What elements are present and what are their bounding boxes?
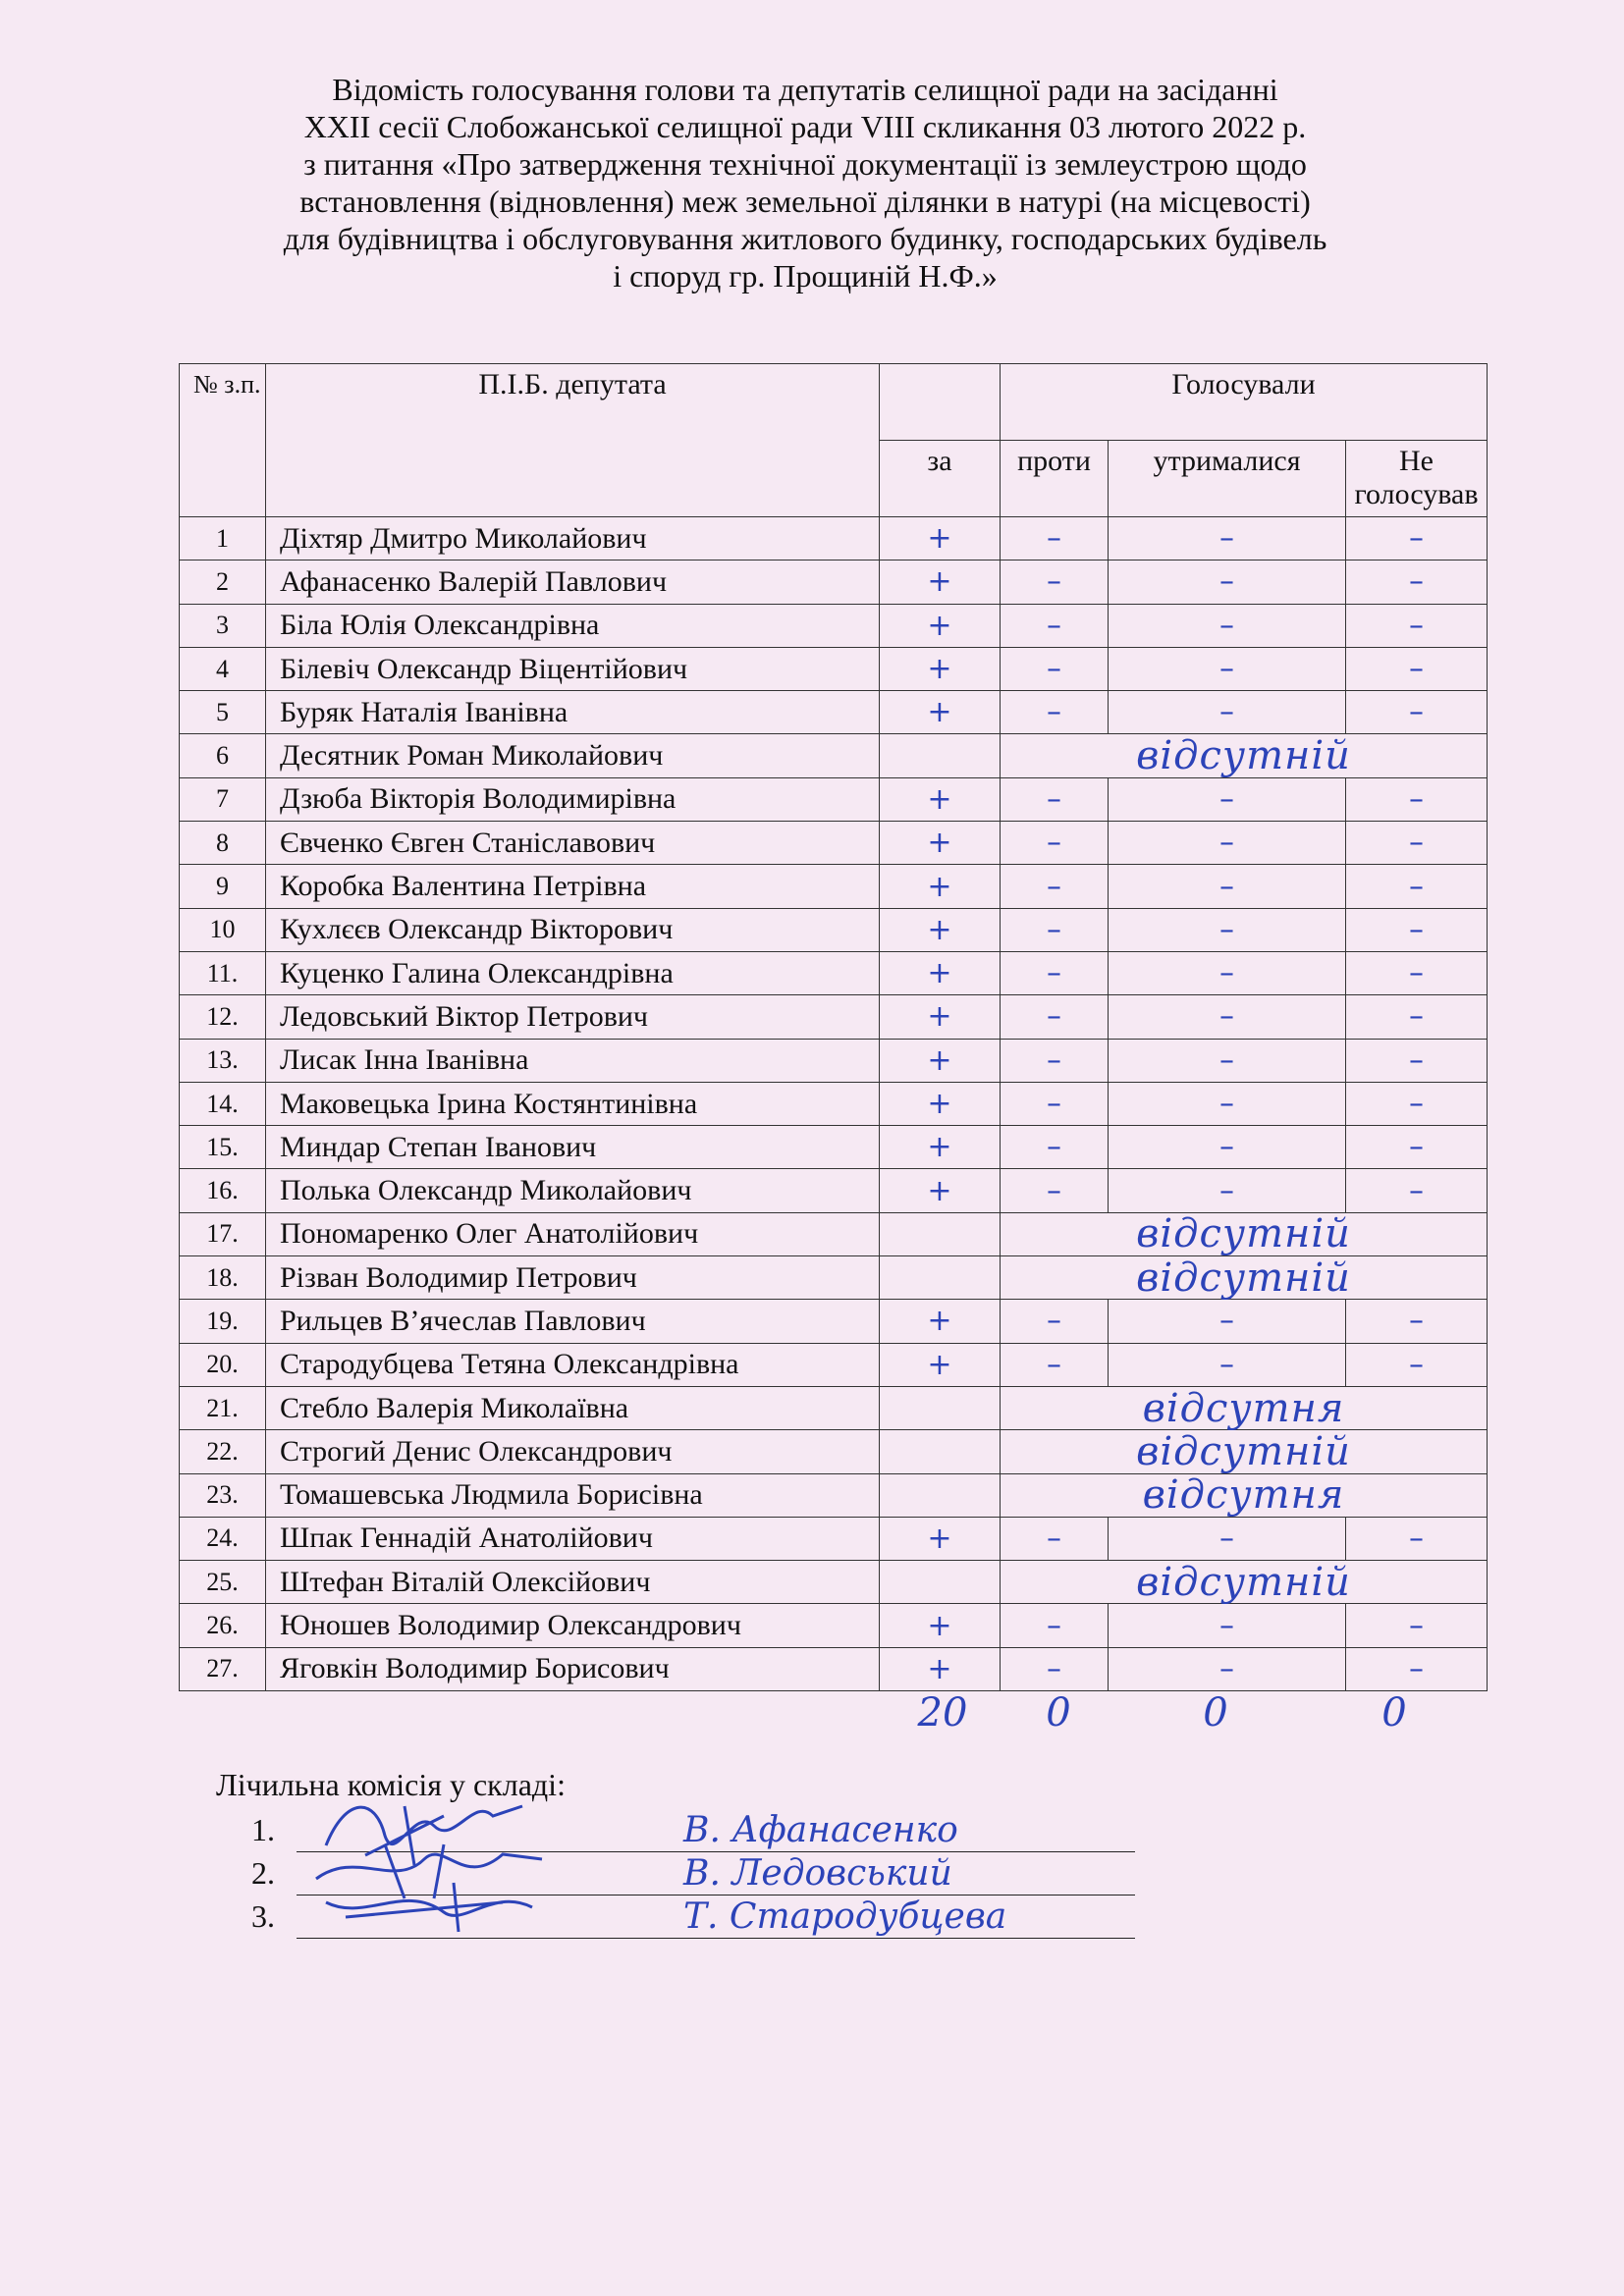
table-row <box>180 1430 1488 1473</box>
vote-against-mark: – <box>1001 995 1109 1039</box>
deputy-name: Різван Володимир Петрович <box>266 1256 880 1300</box>
vote-novote-mark: – <box>1346 1082 1488 1125</box>
vote-abstain-mark: – <box>1109 1604 1346 1647</box>
table-row <box>180 1212 1488 1255</box>
table-row <box>180 1039 1488 1082</box>
vote-abstain-mark: – <box>1109 1169 1346 1212</box>
row-number: 10 <box>180 908 266 951</box>
table-row <box>180 1126 1488 1169</box>
total-abstain: 0 <box>1203 1690 1228 1735</box>
vote-for-cell <box>880 1256 1001 1300</box>
vote-for-mark: + <box>880 604 1001 647</box>
vote-for-cell <box>880 1430 1001 1473</box>
table-row <box>180 1300 1488 1343</box>
title-line-4: встановлення (відновлення) меж земельної ділянки в натурі (на місцевості) <box>299 184 1311 219</box>
vote-abstain-mark: – <box>1109 1300 1346 1343</box>
document-title <box>177 71 1434 294</box>
title-line-3: з питання «Про затвердження технічної документації із землеустрою щодо <box>303 146 1307 182</box>
vote-abstain-mark: – <box>1109 1039 1346 1082</box>
vote-for-mark: + <box>880 951 1001 994</box>
title-line-1: Відомість голосування голови та депутатів селищної ради на засіданні <box>332 72 1278 107</box>
absent-mark: відсутня <box>1001 1473 1488 1517</box>
vote-against-mark: – <box>1001 647 1109 690</box>
row-number: 5 <box>180 691 266 734</box>
vote-for-mark: + <box>880 1082 1001 1125</box>
vote-for-mark: + <box>880 1517 1001 1560</box>
signature-number: 1. <box>251 1812 275 1847</box>
row-number: 3 <box>180 604 266 647</box>
vote-novote-mark: – <box>1346 1300 1488 1343</box>
vote-for-mark: + <box>880 647 1001 690</box>
vote-novote-mark: – <box>1346 647 1488 690</box>
table-row <box>180 1082 1488 1125</box>
table-row <box>180 951 1488 994</box>
vote-against-mark: – <box>1001 1126 1109 1169</box>
deputy-name: Яговкін Володимир Борисович <box>266 1647 880 1690</box>
deputy-name: Афанасенко Валерій Павлович <box>266 561 880 604</box>
vote-for-cell <box>880 1561 1001 1604</box>
vote-novote-mark: – <box>1346 1517 1488 1560</box>
row-number: 21. <box>180 1386 266 1429</box>
table-row <box>180 1169 1488 1212</box>
vote-for-cell <box>880 734 1001 777</box>
vote-against-mark: – <box>1001 691 1109 734</box>
deputy-name: Дзюба Вікторія Володимирівна <box>266 777 880 821</box>
vote-abstain-mark: – <box>1109 777 1346 821</box>
vote-for-mark: + <box>880 1647 1001 1690</box>
vote-abstain-mark: – <box>1109 604 1346 647</box>
vote-abstain-mark: – <box>1109 517 1346 561</box>
vote-for-mark: + <box>880 908 1001 951</box>
table-row <box>180 995 1488 1039</box>
header-novote: Не голосував <box>1346 441 1488 517</box>
vote-against-mark: – <box>1001 517 1109 561</box>
row-number: 19. <box>180 1300 266 1343</box>
signature-name: В. Афанасенко <box>683 1810 958 1850</box>
deputy-name: Строгий Денис Олександрович <box>266 1430 880 1473</box>
vote-for-mark: + <box>880 561 1001 604</box>
row-number: 26. <box>180 1604 266 1647</box>
vote-novote-mark: – <box>1346 908 1488 951</box>
vote-novote-mark: – <box>1346 561 1488 604</box>
vote-novote-mark: – <box>1346 1169 1488 1212</box>
vote-against-mark: – <box>1001 1082 1109 1125</box>
header-for: за <box>880 441 1001 517</box>
vote-novote-mark: – <box>1346 1604 1488 1647</box>
vote-novote-mark: – <box>1346 1039 1488 1082</box>
vote-novote-mark: – <box>1346 1647 1488 1690</box>
table-row <box>180 1647 1488 1690</box>
vote-abstain-mark: – <box>1109 1343 1346 1386</box>
header-voted: Голосували <box>1001 364 1488 441</box>
deputy-name: Коробка Валентина Петрівна <box>266 865 880 908</box>
voting-table <box>179 363 1488 1691</box>
total-for: 20 <box>917 1690 968 1735</box>
vote-novote-mark: – <box>1346 995 1488 1039</box>
vote-novote-mark: – <box>1346 1126 1488 1169</box>
header-name: П.І.Б. депутата <box>266 364 880 517</box>
vote-against-mark: – <box>1001 604 1109 647</box>
table-row <box>180 865 1488 908</box>
row-number: 15. <box>180 1126 266 1169</box>
deputy-name: Полька Олександр Миколайович <box>266 1169 880 1212</box>
absent-mark: відсутній <box>1001 734 1488 777</box>
vote-against-mark: – <box>1001 1300 1109 1343</box>
vote-novote-mark: – <box>1346 951 1488 994</box>
vote-for-mark: + <box>880 1169 1001 1212</box>
absent-mark: відсутній <box>1001 1430 1488 1473</box>
vote-novote-mark: – <box>1346 822 1488 865</box>
absent-mark: відсутній <box>1001 1212 1488 1255</box>
deputy-name: Євченко Євген Станіславович <box>266 822 880 865</box>
row-number: 14. <box>180 1082 266 1125</box>
vote-totals <box>0 1690 1624 1739</box>
signature-number: 2. <box>251 1855 275 1891</box>
deputy-name: Стародубцева Тетяна Олександрівна <box>266 1343 880 1386</box>
commission-title: Лічильна комісія у складі: <box>216 1767 566 1802</box>
deputy-name: Миндар Степан Іванович <box>266 1126 880 1169</box>
table-row <box>180 1343 1488 1386</box>
vote-abstain-mark: – <box>1109 865 1346 908</box>
vote-against-mark: – <box>1001 1517 1109 1560</box>
signature-line-3 <box>251 1898 1135 1942</box>
vote-abstain-mark: – <box>1109 908 1346 951</box>
deputy-name: Юношев Володимир Олександрович <box>266 1604 880 1647</box>
vote-for-cell <box>880 1212 1001 1255</box>
deputy-name: Ледовський Віктор Петрович <box>266 995 880 1039</box>
table-row <box>180 777 1488 821</box>
deputy-name: Біла Юлія Олександрівна <box>266 604 880 647</box>
title-line-5: для будівництва і обслуговування житлового будинку, господарських будівель <box>283 221 1327 256</box>
vote-for-mark: + <box>880 1604 1001 1647</box>
vote-abstain-mark: – <box>1109 1517 1346 1560</box>
row-number: 6 <box>180 734 266 777</box>
vote-for-mark: + <box>880 1300 1001 1343</box>
deputy-name: Рильцев В’ячеслав Павлович <box>266 1300 880 1343</box>
header-abstain: утрималися <box>1109 441 1346 517</box>
vote-for-cell <box>880 1386 1001 1429</box>
table-row <box>180 517 1488 561</box>
signature-scribble-icon <box>306 1873 562 1942</box>
row-number: 16. <box>180 1169 266 1212</box>
deputy-name: Лисак Інна Іванівна <box>266 1039 880 1082</box>
vote-for-cell <box>880 1473 1001 1517</box>
table-row <box>180 1473 1488 1517</box>
table-row <box>180 822 1488 865</box>
deputy-name: Десятник Роман Миколайович <box>266 734 880 777</box>
row-number: 24. <box>180 1517 266 1560</box>
vote-against-mark: – <box>1001 1169 1109 1212</box>
deputy-name: Стебло Валерія Миколаївна <box>266 1386 880 1429</box>
row-number: 18. <box>180 1256 266 1300</box>
vote-abstain-mark: – <box>1109 647 1346 690</box>
row-number: 1 <box>180 517 266 561</box>
vote-against-mark: – <box>1001 951 1109 994</box>
vote-for-mark: + <box>880 777 1001 821</box>
vote-against-mark: – <box>1001 1343 1109 1386</box>
row-number: 7 <box>180 777 266 821</box>
vote-abstain-mark: – <box>1109 691 1346 734</box>
vote-for-mark: + <box>880 691 1001 734</box>
deputy-name: Куценко Галина Олександрівна <box>266 951 880 994</box>
vote-against-mark: – <box>1001 1647 1109 1690</box>
vote-novote-mark: – <box>1346 517 1488 561</box>
signature-name: В. Ледовський <box>683 1853 952 1894</box>
table-row <box>180 908 1488 951</box>
vote-for-mark: + <box>880 1343 1001 1386</box>
vote-abstain-mark: – <box>1109 1126 1346 1169</box>
vote-against-mark: – <box>1001 561 1109 604</box>
table-row <box>180 1517 1488 1560</box>
vote-for-mark: + <box>880 1039 1001 1082</box>
absent-mark: відсутній <box>1001 1256 1488 1300</box>
row-number: 23. <box>180 1473 266 1517</box>
title-line-2: XXII сесії Слобожанської селищної ради VIII скликання 03 лютого 2022 р. <box>303 109 1307 144</box>
deputy-name: Штефан Віталій Олексійович <box>266 1561 880 1604</box>
title-line-6: і споруд гр. Прощиній Н.Ф.» <box>613 258 998 294</box>
vote-for-mark: + <box>880 822 1001 865</box>
table-row <box>180 604 1488 647</box>
row-number: 8 <box>180 822 266 865</box>
vote-against-mark: – <box>1001 1604 1109 1647</box>
deputy-name: Кухлєєв Олександр Вікторович <box>266 908 880 951</box>
signature-name: Т. Стародубцева <box>683 1896 1007 1937</box>
vote-for-mark: + <box>880 1126 1001 1169</box>
row-number: 9 <box>180 865 266 908</box>
row-number: 2 <box>180 561 266 604</box>
deputy-name: Маковецька Ірина Костянтинівна <box>266 1082 880 1125</box>
vote-for-mark: + <box>880 995 1001 1039</box>
vote-abstain-mark: – <box>1109 822 1346 865</box>
row-number: 12. <box>180 995 266 1039</box>
row-number: 20. <box>180 1343 266 1386</box>
total-novote: 0 <box>1381 1690 1407 1735</box>
row-number: 22. <box>180 1430 266 1473</box>
table-row <box>180 561 1488 604</box>
vote-novote-mark: – <box>1346 1343 1488 1386</box>
vote-for-mark: + <box>880 865 1001 908</box>
row-number: 17. <box>180 1212 266 1255</box>
deputy-name: Пономаренко Олег Анатолійович <box>266 1212 880 1255</box>
vote-novote-mark: – <box>1346 777 1488 821</box>
header-number: № з.п. <box>180 364 266 517</box>
table-row <box>180 691 1488 734</box>
vote-against-mark: – <box>1001 908 1109 951</box>
vote-novote-mark: – <box>1346 691 1488 734</box>
deputy-name: Шпак Геннадій Анатолійович <box>266 1517 880 1560</box>
deputy-name: Буряк Наталія Іванівна <box>266 691 880 734</box>
vote-novote-mark: – <box>1346 604 1488 647</box>
deputy-name: Томашевська Людмила Борисівна <box>266 1473 880 1517</box>
vote-novote-mark: – <box>1346 865 1488 908</box>
table-row <box>180 734 1488 777</box>
vote-abstain-mark: – <box>1109 995 1346 1039</box>
absent-mark: відсутня <box>1001 1386 1488 1429</box>
table-row <box>180 1604 1488 1647</box>
row-number: 4 <box>180 647 266 690</box>
vote-abstain-mark: – <box>1109 1082 1346 1125</box>
table-row <box>180 1256 1488 1300</box>
row-number: 11. <box>180 951 266 994</box>
row-number: 13. <box>180 1039 266 1082</box>
table-body <box>180 517 1488 1691</box>
row-number: 25. <box>180 1561 266 1604</box>
deputy-name: Діхтяр Дмитро Миколайович <box>266 517 880 561</box>
row-number: 27. <box>180 1647 266 1690</box>
header-against: проти <box>1001 441 1109 517</box>
total-against: 0 <box>1046 1690 1071 1735</box>
table-row <box>180 1386 1488 1429</box>
table-row <box>180 1561 1488 1604</box>
signature-number: 3. <box>251 1898 275 1934</box>
vote-against-mark: – <box>1001 777 1109 821</box>
table-row <box>180 647 1488 690</box>
vote-against-mark: – <box>1001 865 1109 908</box>
vote-against-mark: – <box>1001 1039 1109 1082</box>
header-empty <box>880 364 1001 441</box>
vote-abstain-mark: – <box>1109 951 1346 994</box>
vote-for-mark: + <box>880 517 1001 561</box>
absent-mark: відсутній <box>1001 1561 1488 1604</box>
vote-against-mark: – <box>1001 822 1109 865</box>
vote-abstain-mark: – <box>1109 1647 1346 1690</box>
vote-abstain-mark: – <box>1109 561 1346 604</box>
deputy-name: Білевіч Олександр Віцентійович <box>266 647 880 690</box>
